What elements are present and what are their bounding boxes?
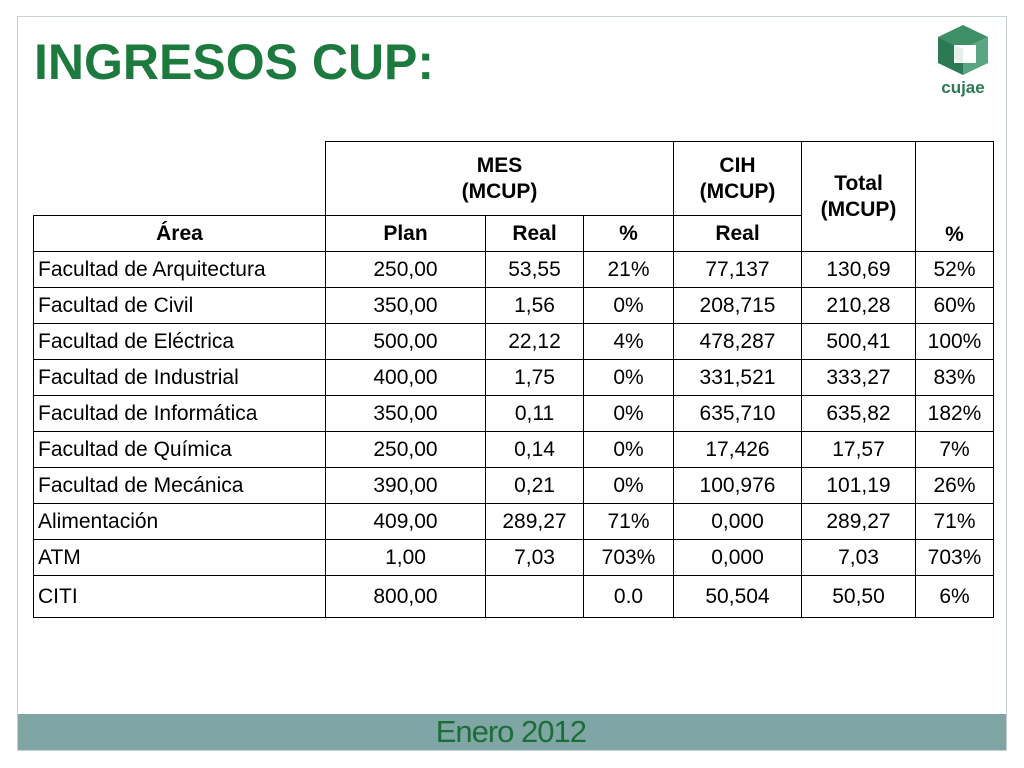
area-cell: Alimentación bbox=[34, 504, 326, 540]
total-pct-cell: 60% bbox=[916, 288, 994, 324]
pct-cell: 0.0 bbox=[584, 576, 674, 618]
real-cell: 289,27 bbox=[486, 504, 584, 540]
total-pct-cell: 83% bbox=[916, 360, 994, 396]
cih-real-cell: 0,000 bbox=[674, 540, 802, 576]
pct-header: % bbox=[584, 216, 674, 252]
total-pct-cell: 100% bbox=[916, 324, 994, 360]
ingresos-table bbox=[33, 141, 994, 618]
total-cell: 289,27 bbox=[802, 504, 916, 540]
cih-real-cell: 50,504 bbox=[674, 576, 802, 618]
cujae-logo bbox=[930, 21, 996, 101]
pct-cell: 71% bbox=[584, 504, 674, 540]
total-pct-cell: 7% bbox=[916, 432, 994, 468]
table-row bbox=[34, 324, 994, 360]
table-row bbox=[34, 468, 994, 504]
real-cell: 22,12 bbox=[486, 324, 584, 360]
mes-header bbox=[326, 142, 674, 216]
plan-cell: 350,00 bbox=[326, 396, 486, 432]
cih-header-line1: CIH bbox=[719, 154, 756, 178]
real-cell: 0,21 bbox=[486, 468, 584, 504]
plan-header: Plan bbox=[326, 216, 486, 252]
real-cell: 0,11 bbox=[486, 396, 584, 432]
slide bbox=[17, 16, 1007, 751]
pct-cell: 0% bbox=[584, 432, 674, 468]
empty-corner bbox=[34, 142, 326, 216]
total-cell: 635,82 bbox=[802, 396, 916, 432]
plan-cell: 250,00 bbox=[326, 252, 486, 288]
cih-real-cell: 331,521 bbox=[674, 360, 802, 396]
total-cell: 500,41 bbox=[802, 324, 916, 360]
area-cell: Facultad de Civil bbox=[34, 288, 326, 324]
total-pct-cell: 182% bbox=[916, 396, 994, 432]
total-cell: 130,69 bbox=[802, 252, 916, 288]
real-header: Real bbox=[486, 216, 584, 252]
pct-cell: 21% bbox=[584, 252, 674, 288]
table-row bbox=[34, 540, 994, 576]
cih-header bbox=[674, 142, 802, 216]
cih-real-header: Real bbox=[674, 216, 802, 252]
pct-cell: 4% bbox=[584, 324, 674, 360]
table-body bbox=[34, 252, 994, 618]
pct-cell: 0% bbox=[584, 360, 674, 396]
pct-cell: 0% bbox=[584, 396, 674, 432]
total-header-line1: Total bbox=[834, 172, 883, 196]
table-row bbox=[34, 432, 994, 468]
cih-real-cell: 17,426 bbox=[674, 432, 802, 468]
cih-real-cell: 208,715 bbox=[674, 288, 802, 324]
total-pct-cell: 26% bbox=[916, 468, 994, 504]
total-cell: 7,03 bbox=[802, 540, 916, 576]
total-cell: 210,28 bbox=[802, 288, 916, 324]
plan-cell: 350,00 bbox=[326, 288, 486, 324]
real-cell bbox=[486, 576, 584, 618]
cih-real-cell: 635,710 bbox=[674, 396, 802, 432]
table-row bbox=[34, 576, 994, 618]
total-cell: 50,50 bbox=[802, 576, 916, 618]
real-cell: 53,55 bbox=[486, 252, 584, 288]
real-cell: 1,56 bbox=[486, 288, 584, 324]
total-cell: 333,27 bbox=[802, 360, 916, 396]
area-cell: Facultad de Eléctrica bbox=[34, 324, 326, 360]
logo-text: cujae bbox=[941, 78, 985, 97]
mes-header-line1: MES bbox=[476, 154, 523, 178]
total-pct-cell: 6% bbox=[916, 576, 994, 618]
area-cell: Facultad de Industrial bbox=[34, 360, 326, 396]
total-cell: 101,19 bbox=[802, 468, 916, 504]
cih-header-line2: (MCUP) bbox=[699, 179, 776, 203]
cih-real-cell: 478,287 bbox=[674, 324, 802, 360]
pct-cell: 0% bbox=[584, 288, 674, 324]
area-cell: Facultad de Mecánica bbox=[34, 468, 326, 504]
table-row bbox=[34, 360, 994, 396]
footer-bar bbox=[18, 714, 1006, 750]
pct-cell: 0% bbox=[584, 468, 674, 504]
total-cell: 17,57 bbox=[802, 432, 916, 468]
table-row bbox=[34, 288, 994, 324]
footer-date: Enero 2012 bbox=[435, 714, 586, 749]
table-row bbox=[34, 396, 994, 432]
cube-logo-icon bbox=[930, 21, 996, 79]
plan-cell: 250,00 bbox=[326, 432, 486, 468]
plan-cell: 1,00 bbox=[326, 540, 486, 576]
total-pct-header-label: % bbox=[945, 223, 964, 246]
plan-cell: 409,00 bbox=[326, 504, 486, 540]
area-cell: ATM bbox=[34, 540, 326, 576]
table-row bbox=[34, 504, 994, 540]
area-cell: Facultad de Arquitectura bbox=[34, 252, 326, 288]
cih-real-cell: 77,137 bbox=[674, 252, 802, 288]
total-pct-cell: 703% bbox=[916, 540, 994, 576]
area-cell: Facultad de Química bbox=[34, 432, 326, 468]
area-header: Área bbox=[34, 216, 326, 252]
plan-cell: 500,00 bbox=[326, 324, 486, 360]
mes-header-line2: (MCUP) bbox=[461, 179, 538, 203]
plan-cell: 390,00 bbox=[326, 468, 486, 504]
total-pct-header bbox=[916, 142, 994, 252]
cih-real-cell: 0,000 bbox=[674, 504, 802, 540]
real-cell: 1,75 bbox=[486, 360, 584, 396]
total-pct-cell: 71% bbox=[916, 504, 994, 540]
real-cell: 0,14 bbox=[486, 432, 584, 468]
cih-real-cell: 100,976 bbox=[674, 468, 802, 504]
total-header-line2: (MCUP) bbox=[820, 197, 897, 221]
total-pct-cell: 52% bbox=[916, 252, 994, 288]
slide-title: INGRESOS CUP: bbox=[34, 34, 435, 90]
pct-cell: 703% bbox=[584, 540, 674, 576]
plan-cell: 800,00 bbox=[326, 576, 486, 618]
area-cell: CITI bbox=[34, 576, 326, 618]
table-row bbox=[34, 252, 994, 288]
real-cell: 7,03 bbox=[486, 540, 584, 576]
area-cell: Facultad de Informática bbox=[34, 396, 326, 432]
plan-cell: 400,00 bbox=[326, 360, 486, 396]
total-header bbox=[802, 142, 916, 252]
